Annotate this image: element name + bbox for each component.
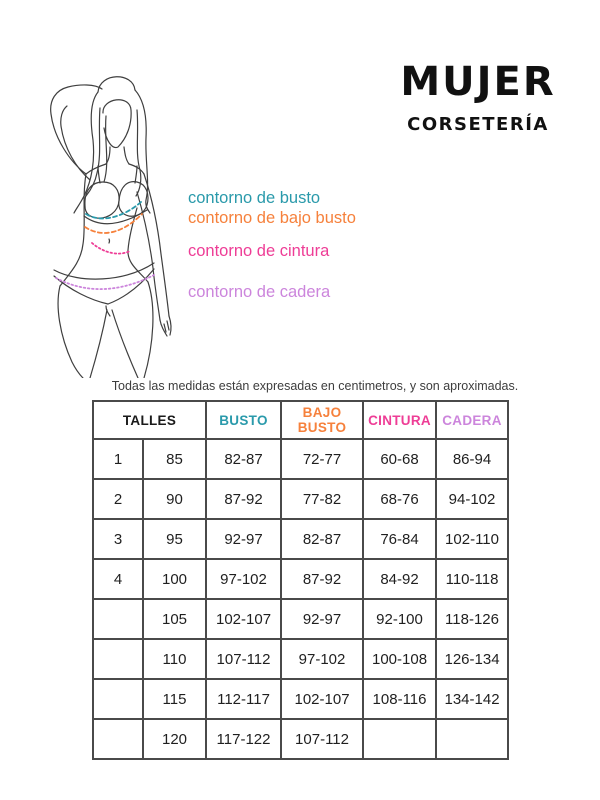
legs — [58, 282, 153, 378]
navel — [109, 239, 110, 243]
table-cell: 110-118 — [436, 559, 508, 599]
table-row — [93, 719, 508, 759]
page-title: MUJER — [400, 59, 556, 105]
table-cell: 76-84 — [363, 519, 436, 559]
table-cell: 82-87 — [206, 439, 281, 479]
column-header: CADERA — [436, 401, 508, 439]
table-cell — [93, 599, 143, 639]
size-table — [92, 400, 509, 760]
table-row — [93, 599, 508, 639]
measurements-note: Todas las medidas están expresadas en centimetros, y son aproximadas. — [111, 379, 519, 393]
size-table-body — [93, 439, 508, 759]
table-cell: 77-82 — [281, 479, 363, 519]
table-cell: 82-87 — [281, 519, 363, 559]
table-cell: 117-122 — [206, 719, 281, 759]
table-cell — [363, 719, 436, 759]
table-cell: 102-107 — [206, 599, 281, 639]
measurement-legend — [188, 188, 398, 302]
table-cell: 107-112 — [281, 719, 363, 759]
size-table-header-row — [93, 401, 508, 439]
table-cell: 4 — [93, 559, 143, 599]
measurement-label: contorno de bajo busto — [188, 209, 356, 227]
table-cell: 105 — [143, 599, 206, 639]
table-cell: 92-97 — [281, 599, 363, 639]
table-cell — [93, 719, 143, 759]
table-cell: 100 — [143, 559, 206, 599]
hanging-arm — [137, 174, 171, 336]
table-cell: 110 — [143, 639, 206, 679]
table-cell: 126-134 — [436, 639, 508, 679]
measurement-label: contorno de cintura — [188, 242, 330, 260]
hair-outline — [74, 77, 150, 213]
table-cell: 112-117 — [206, 679, 281, 719]
table-cell: 118-126 — [436, 599, 508, 639]
table-cell: 97-102 — [281, 639, 363, 679]
table-cell: 2 — [93, 479, 143, 519]
table-cell: 102-110 — [436, 519, 508, 559]
table-row — [93, 479, 508, 519]
table-cell: 85 — [143, 439, 206, 479]
column-header: TALLES — [93, 401, 206, 439]
table-cell: 102-107 — [281, 679, 363, 719]
table-cell: 107-112 — [206, 639, 281, 679]
column-header: BUSTO — [206, 401, 281, 439]
hip-measurement-line — [56, 275, 154, 289]
table-row — [93, 439, 508, 479]
neck-shoulders — [86, 147, 144, 174]
woman-figure-svg — [40, 58, 190, 378]
waist-measurement-line — [92, 243, 130, 254]
torso-outline — [60, 174, 148, 286]
table-cell: 115 — [143, 679, 206, 719]
woman-figure-illustration — [40, 58, 190, 378]
table-cell: 95 — [143, 519, 206, 559]
table-cell: 94-102 — [436, 479, 508, 519]
table-cell: 90 — [143, 479, 206, 519]
table-row — [93, 519, 508, 559]
table-cell — [93, 679, 143, 719]
table-cell: 1 — [93, 439, 143, 479]
table-cell: 86-94 — [436, 439, 508, 479]
table-cell: 60-68 — [363, 439, 436, 479]
table-cell: 3 — [93, 519, 143, 559]
table-row — [93, 639, 508, 679]
table-cell: 100-108 — [363, 639, 436, 679]
table-cell: 87-92 — [206, 479, 281, 519]
measurement-label: contorno de cadera — [188, 283, 331, 301]
table-cell: 97-102 — [206, 559, 281, 599]
table-cell: 92-97 — [206, 519, 281, 559]
table-cell: 134-142 — [436, 679, 508, 719]
table-cell — [436, 719, 508, 759]
table-cell: 68-76 — [363, 479, 436, 519]
table-cell — [93, 639, 143, 679]
table-cell: 120 — [143, 719, 206, 759]
page-subtitle: CORSETERÍA — [407, 114, 549, 135]
table-row — [93, 559, 508, 599]
table-cell: 92-100 — [363, 599, 436, 639]
table-cell: 108-116 — [363, 679, 436, 719]
column-header: CINTURA — [363, 401, 436, 439]
table-cell: 87-92 — [281, 559, 363, 599]
table-row — [93, 679, 508, 719]
title-block — [388, 60, 568, 135]
face-outline — [103, 100, 131, 148]
measurement-label: contorno de busto — [188, 189, 321, 207]
column-header: BAJO BUSTO — [281, 401, 363, 439]
table-cell: 72-77 — [281, 439, 363, 479]
table-cell: 84-92 — [363, 559, 436, 599]
